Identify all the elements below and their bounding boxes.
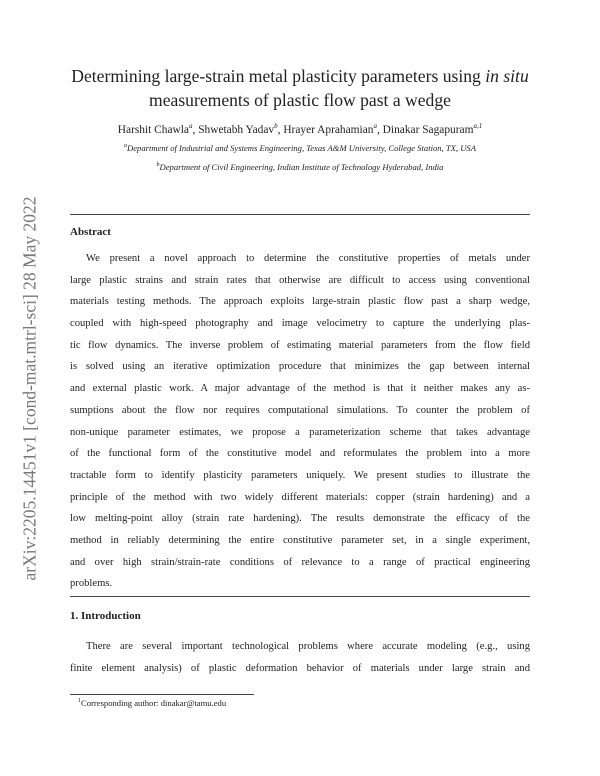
title-line-2: measurements of plastic flow past a wedge (149, 90, 451, 110)
footnote (78, 698, 226, 708)
author-sup: a (373, 122, 377, 130)
abstract-line: and over high strain/strain-rate conditions of relevance to a range of practical engineering (70, 556, 530, 568)
author-sup: a,1 (473, 122, 483, 130)
author (383, 124, 483, 136)
abstract-line: problems. (70, 578, 113, 590)
abstract-line: tic flow dynamics. The inverse problem of estimating material parameters from the flow field (70, 339, 530, 351)
affiliation-sup: b (156, 162, 160, 169)
abstract-bottom-rule (70, 596, 530, 597)
abstract-line: low melting-point alloy (strain rate hardening). The results demonstrate the efficacy of the (70, 513, 530, 525)
author-name: Shwetabh Yadav (198, 123, 275, 136)
abstract-top-rule (70, 214, 530, 215)
author-sup: b (274, 122, 278, 130)
abstract-line: method in reliably determining the entire constitutive parameter set, in a single experiment, (70, 534, 530, 546)
footnote-sup: 1 (78, 698, 81, 705)
abstract-heading: Abstract (70, 226, 111, 238)
abstract-line: non-unique parameter estimates, we propose a parameterization scheme that takes advantage (70, 426, 530, 438)
abstract-line: sumptions about the flow nor requires computational simulations. To counter the problem of (70, 404, 530, 416)
abstract-line: of the functional form of the constitutive model and reformulates the problem into a more (70, 448, 530, 460)
abstract-line: large plastic strains and strain rates that otherwise are difficult to access using conventional (70, 274, 530, 286)
author (118, 124, 193, 136)
title-line-1-text: Determining large-strain metal plasticity parameters using (71, 66, 486, 86)
section-heading-introduction: 1. Introduction (70, 610, 141, 622)
abstract-line: We present a novel approach to determine the constitutive properties of metals under (86, 253, 530, 264)
abstract-line: coupled with high-speed photography and image velocimetry to capture the underlying plas- (70, 318, 530, 330)
footnote-text: Corresponding author: dinakar@tamu.edu (81, 698, 227, 708)
abstract-line: is solved using an iterative optimization procedure that minimizes the gap between internal (70, 361, 530, 373)
abstract-line: principle of the method with two widely different materials: copper (strain hardening) and a (70, 491, 530, 503)
abstract-line: materials testing methods. The approach exploits large-strain plastic flow past a sharp wedge, (70, 296, 530, 308)
affiliation (40, 162, 560, 172)
author (198, 124, 277, 136)
abstract-line: tractable form to identify plasticity parameters uniquely. We present studies to illustrate the (70, 469, 530, 481)
abstract-line: and external plastic work. A major advantage of the method is that it neither makes any as- (70, 383, 530, 395)
affiliation-text: Department of Industrial and Systems Engineering, Texas A&M University, College Station, TX, USA (127, 143, 476, 153)
paper-title (60, 64, 540, 112)
title-line-1-emphasis: in situ (485, 66, 529, 86)
author-name: Harshit Chawla (117, 123, 189, 136)
introduction-body (70, 636, 530, 680)
affiliation (40, 143, 560, 153)
author-name: Dinakar Sagapuram (382, 123, 474, 136)
footnote-rule (70, 694, 254, 695)
affiliation-sup: a (124, 143, 127, 150)
abstract-body (70, 248, 530, 595)
arxiv-stamp (8, 168, 52, 608)
author-list: Harshit Chawla$^a$, Shwetabh Yadav$^b$, Hrayer Aprahamian$^a$, Dinakar Sagapuram$^{a,1}$ (117, 122, 483, 136)
author-sup: a (188, 122, 193, 130)
arxiv-id: arXiv:2205.14451v1 [cond-mat.mtrl-sci] 28 May 2022 (19, 196, 40, 580)
affiliation-text: Department of Civil Engineering, Indian Institute of Technology Hyderabad, India (159, 162, 444, 172)
intro-line: There are several important technological problems where accurate modeling (e.g., using (86, 641, 530, 652)
intro-line: finite element analysis) of plastic deformation behavior of materials under large strain and (70, 663, 530, 674)
author-name: Hrayer Aprahamian (283, 123, 374, 136)
title-line-1 (60, 64, 540, 88)
author (283, 124, 377, 136)
